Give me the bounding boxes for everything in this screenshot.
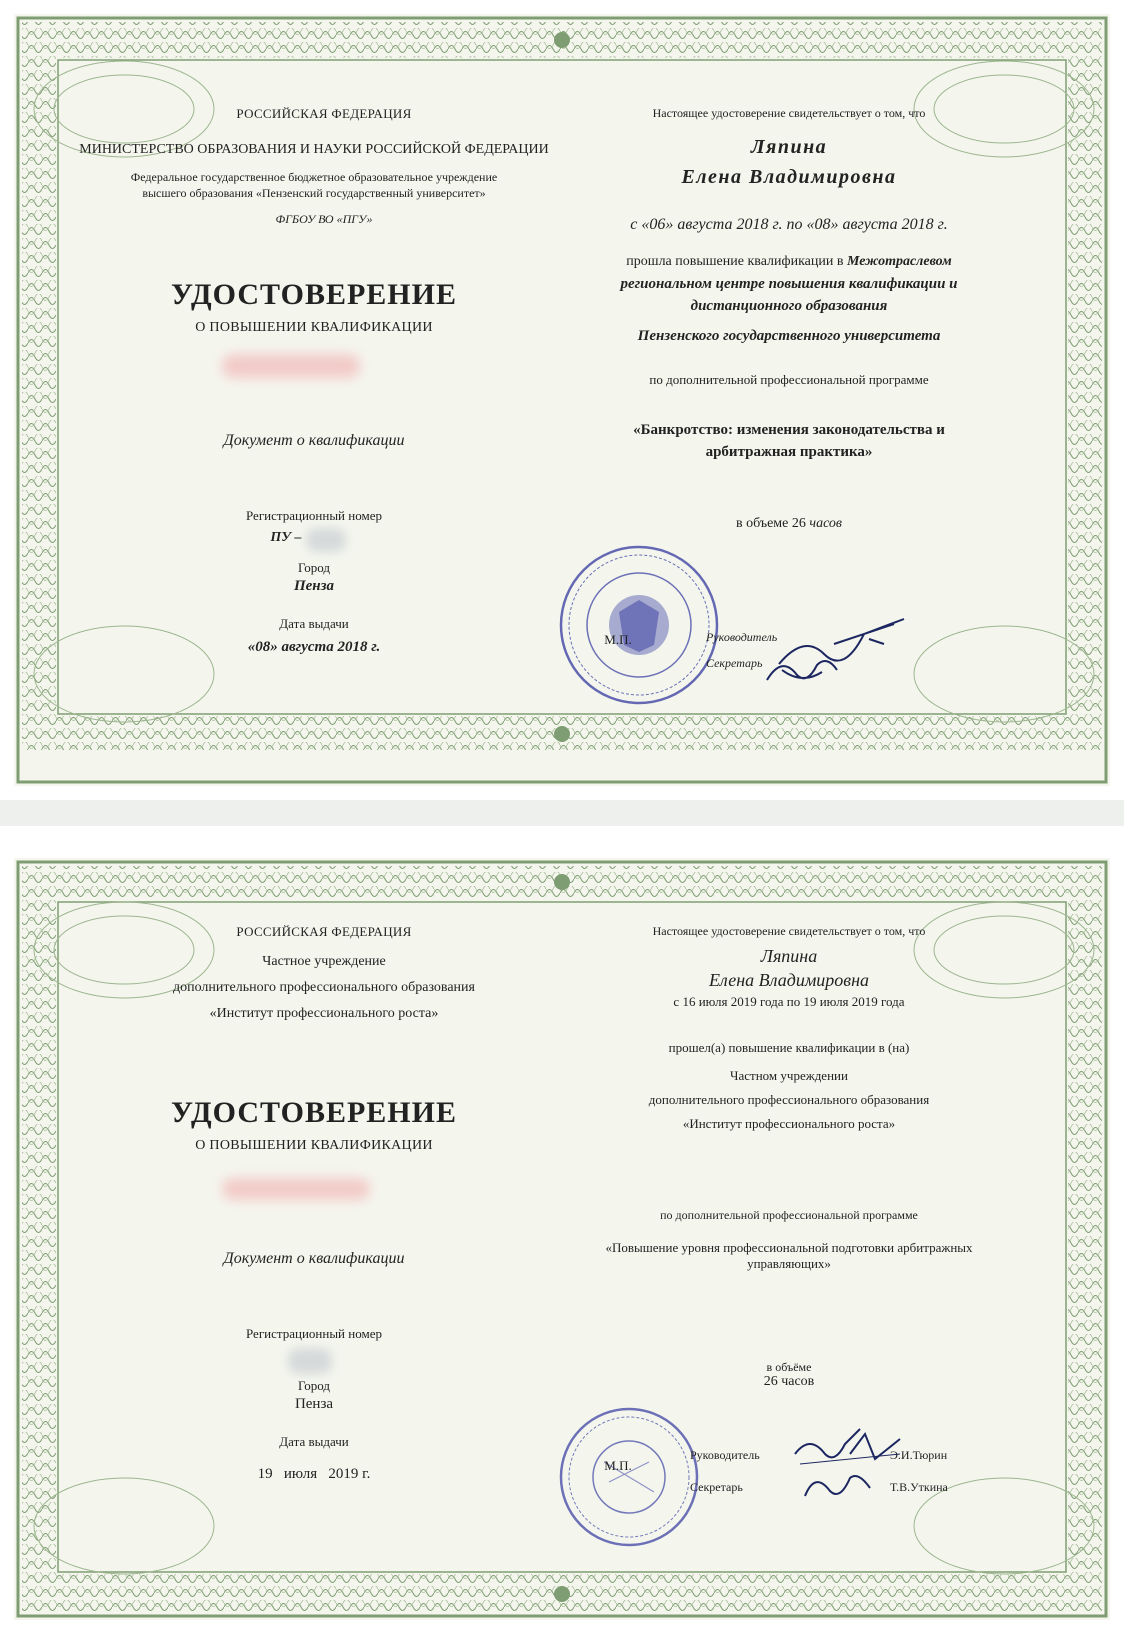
reg-number-label: Регистрационный номер bbox=[246, 508, 382, 523]
center-line-3: дистанционного образования bbox=[690, 298, 888, 314]
org-line-1: Частном учреждении bbox=[730, 1068, 848, 1083]
volume-label: в объёме bbox=[766, 1360, 812, 1374]
center-line-2: региональном центре повышения квалификации и bbox=[620, 276, 958, 292]
secretary-label: Секретарь bbox=[706, 656, 763, 670]
head-name: Э.И.Тюрин bbox=[890, 1448, 948, 1462]
certificate-1 bbox=[14, 14, 1110, 786]
doc-title: УДОСТОВЕРЕНИЕ bbox=[171, 1096, 457, 1129]
date-label: Дата выдачи bbox=[279, 1434, 349, 1449]
intro-text: Настоящее удостоверение свидетельствует о том, что bbox=[652, 106, 926, 120]
program-label: по дополнительной профессиональной программе bbox=[660, 1208, 918, 1222]
doc-title: УДОСТОВЕРЕНИЕ bbox=[171, 278, 457, 311]
redacted-reg bbox=[306, 528, 346, 552]
program-line-1: «Повышение уровня профессиональной подготовки арбитражных bbox=[605, 1240, 973, 1255]
city-value: Пенза bbox=[293, 578, 334, 594]
program-line-1: «Банкротство: изменения законодательства и bbox=[633, 422, 945, 438]
reg-number-label: Регистрационный номер bbox=[246, 1326, 382, 1341]
org-line-2: дополнительного профессионального образования bbox=[173, 980, 475, 995]
full-name: Елена Владимировна bbox=[681, 166, 897, 188]
volume-unit: часов bbox=[809, 516, 843, 531]
intro-text: Настоящее удостоверение свидетельствует о том, что bbox=[652, 924, 926, 938]
ministry-label: МИНИСТЕРСТВО ОБРАЗОВАНИЯ И НАУКИ РОССИЙСКОЙ ФЕДЕРАЦИИ bbox=[79, 142, 549, 157]
round-stamp bbox=[554, 540, 724, 710]
doc-subtitle: О ПОВЫШЕНИИ КВАЛИФИКАЦИИ bbox=[195, 320, 433, 335]
volume bbox=[574, 516, 1004, 532]
org-line-2: дополнительного профессионального образования bbox=[648, 1092, 930, 1107]
city-label: Город bbox=[297, 1378, 331, 1393]
page-separator bbox=[0, 800, 1124, 826]
org-line-3: «Институт профессионального роста» bbox=[209, 1006, 439, 1021]
doc-type: Документ о квалификации bbox=[223, 432, 405, 449]
org-short: ФГБОУ ВО «ПГУ» bbox=[275, 212, 373, 226]
secretary-name: Т.В.Уткина bbox=[890, 1480, 948, 1494]
volume-prefix: в объеме bbox=[735, 516, 789, 531]
country-label: РОССИЙСКАЯ ФЕДЕРАЦИЯ bbox=[236, 924, 412, 939]
doc-type: Документ о квалификации bbox=[223, 1250, 405, 1267]
full-name: Елена Владимировна bbox=[708, 970, 870, 990]
city-value: Пенза bbox=[294, 1396, 334, 1412]
head-label: Руководитель bbox=[706, 630, 778, 644]
center-line-4: Пензенского государственного университета bbox=[637, 328, 941, 344]
redacted-number bbox=[222, 354, 360, 378]
secretary-signature bbox=[762, 650, 842, 690]
redacted-reg bbox=[288, 1348, 332, 1374]
passed-text bbox=[574, 254, 1004, 270]
stamp-place-label: М.П. bbox=[604, 1458, 632, 1473]
date-label: Дата выдачи bbox=[279, 616, 349, 631]
certificate-2 bbox=[14, 858, 1110, 1620]
surname: Ляпина bbox=[760, 946, 818, 966]
secretary-label: Секретарь bbox=[690, 1480, 743, 1494]
volume-value: 26 часов bbox=[763, 1374, 815, 1389]
period: с «06» августа 2018 г. по «08» августа 2018 г. bbox=[630, 216, 948, 233]
volume-value: 26 bbox=[791, 516, 806, 531]
org-line-2: высшего образования «Пензенский государственный университет» bbox=[142, 186, 486, 200]
date-value: «08» августа 2018 г. bbox=[247, 639, 381, 655]
passed-text: прошел(а) повышение квалификации в (на) bbox=[668, 1040, 910, 1055]
org-line-1: Федеральное государственное бюджетное образовательное учреждение bbox=[130, 170, 498, 184]
date-value: 19 июля 2019 г. bbox=[257, 1466, 371, 1482]
program-line-2: управляющих» bbox=[747, 1256, 831, 1271]
secretary-signature bbox=[800, 1466, 880, 1506]
country-label: РОССИЙСКАЯ ФЕДЕРАЦИЯ bbox=[236, 106, 412, 121]
reg-number-value: ПУ – bbox=[270, 530, 302, 545]
doc-subtitle: О ПОВЫШЕНИИ КВАЛИФИКАЦИИ bbox=[195, 1138, 433, 1153]
program-label: по дополнительной профессиональной программе bbox=[649, 372, 929, 387]
passed-prefix: прошла повышение квалификации в bbox=[626, 254, 844, 269]
stamp-place-label: М.П. bbox=[604, 632, 632, 647]
org-line-3: «Институт профессионального роста» bbox=[682, 1116, 896, 1131]
period: с 16 июля 2019 года по 19 июля 2019 года bbox=[673, 994, 905, 1009]
round-stamp bbox=[554, 1402, 704, 1552]
redacted-number bbox=[222, 1178, 370, 1200]
city-label: Город bbox=[297, 560, 331, 575]
surname: Ляпина bbox=[750, 136, 828, 158]
org-line-1: Частное учреждение bbox=[262, 954, 386, 969]
center-line-1: Межотраслевом bbox=[846, 254, 952, 269]
program-line-2: арбитражная практика» bbox=[705, 444, 873, 460]
head-label: Руководитель bbox=[690, 1448, 760, 1462]
